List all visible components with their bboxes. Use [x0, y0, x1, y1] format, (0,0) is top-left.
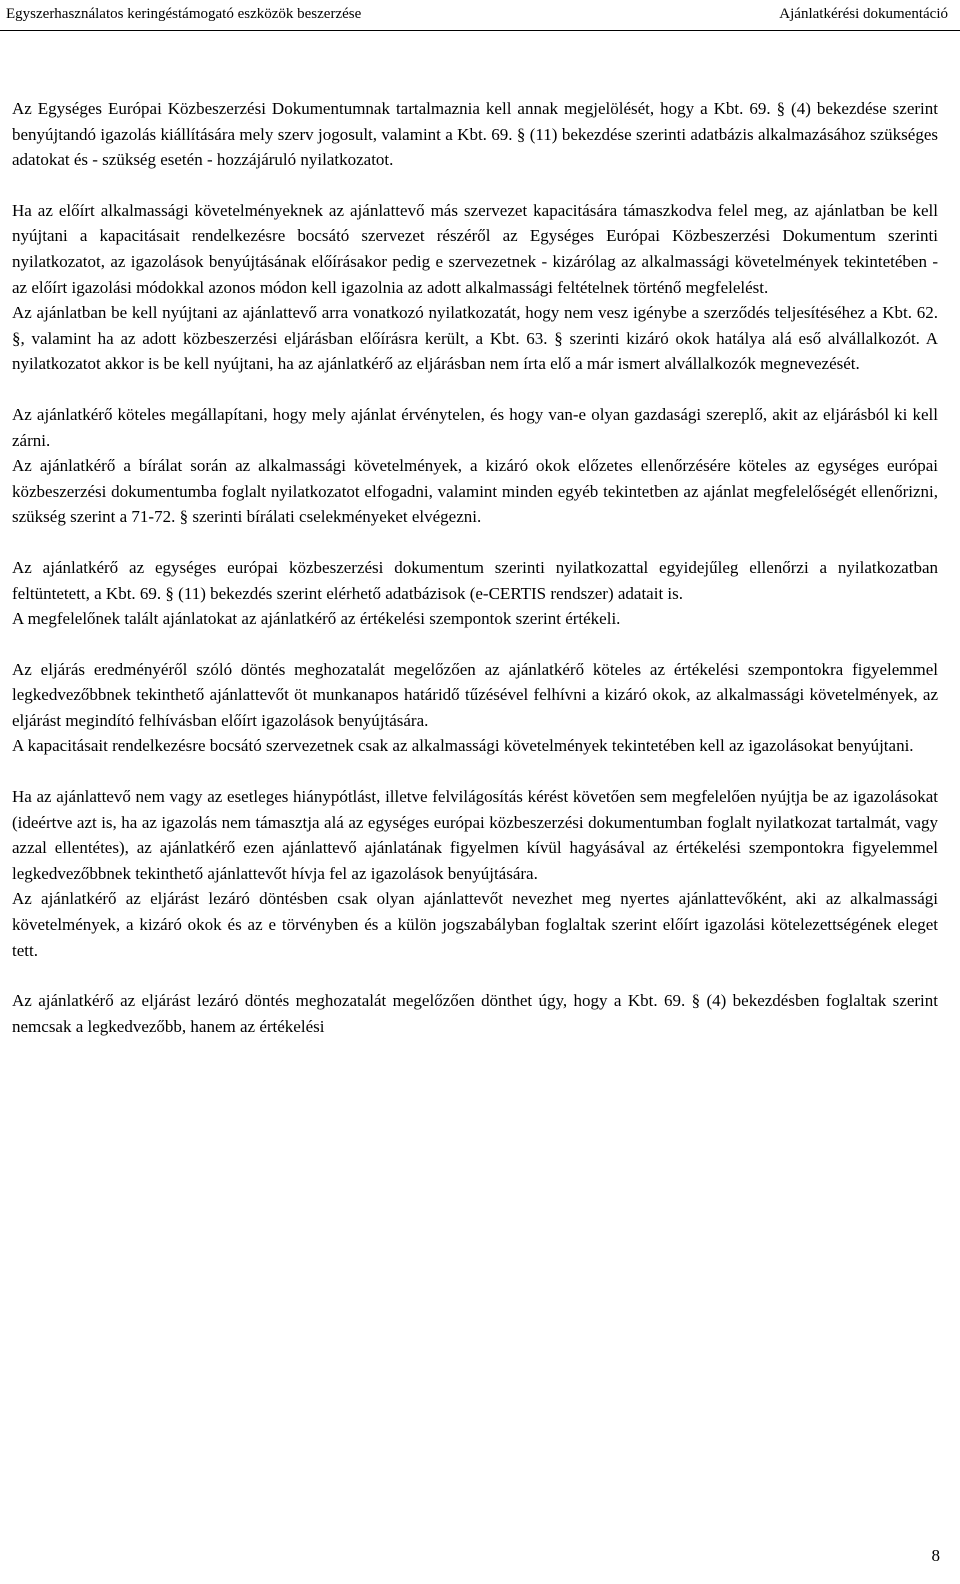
page-header: [0, 0, 960, 31]
paragraph: Az eljárás eredményéről szóló döntés meghozatalát megelőzően az ajánlatkérő köteles az értékelési szempontokra figyelemmel legkedvezőbbnek tekinthető ajánlattevőt öt munkanapos határidő tűzésével felhívni a kizáró okok, az alkalmassági követelmények, az eljárást megindító felhívásban előírt igazolások benyújtására.: [12, 659, 938, 730]
document-body: [12, 96, 938, 1039]
paragraph: Az ajánlatkérő az eljárást lezáró döntésben csak olyan ajánlattevőt nevezhet meg nyertes ajánlattevőként, aki az alkalmassági követelmények, a kizáró okok és az e törvényben és a külön jogszabályban foglaltak szerint előírt igazolási kötelezettségének eleget tett.: [12, 889, 938, 960]
page-number: 8: [931, 1546, 940, 1565]
paragraph: Az ajánlatkérő köteles megállapítani, hogy mely ajánlat érvénytelen, és hogy van-e olyan gazdasági szereplő, akit az eljárásból ki kell zárni.: [12, 404, 938, 450]
paragraph: A megfelelőnek talált ajánlatokat az ajánlatkérő az értékelési szempontok szerint értékeli.: [12, 609, 621, 629]
paragraph: Az ajánlatkérő a bírálat során az alkalmassági követelmények, a kizáró okok előzetes ellenőrzésére köteles az egységes európai közbeszerzési dokumentumba foglalt nyilatkozatot elfogadni, valamint minden egyéb tekintetben az ajánlat megfelelőségét ellenőrizni, szükség szerint a 71-72. § szerinti bírálati cselekményeket elvégezni.: [12, 456, 938, 527]
paragraph: Az Egységes Európai Közbeszerzési Dokumentumnak tartalmaznia kell annak megjelölését, hogy a Kbt. 69. § (4) bekezdése szerint benyújtandó igazolás kiállítására mely szerv jogosult, valamint a Kbt. 69. § (11) bekezdése szerinti adatbázis alkalmazásához szükséges adatokat és - szükség esetén - hozzájáruló nyilatkozatot.: [12, 99, 938, 170]
paragraph: Az ajánlatkérő az eljárást lezáró döntés meghozatalát megelőzően dönthet úgy, hogy a Kbt. 69. § (4) bekezdésben foglaltak szerint nemcsak a legkedvezőbb, hanem az értékelési: [12, 991, 938, 1036]
paragraph: Az ajánlatkérő az egységes európai közbeszerzési dokumentum szerinti nyilatkozattal egyidejűleg ellenőrzi a nyilatkozatban feltüntetett, a Kbt. 69. § (11) bekezdés szerint elérhető adatbázisok (e-CERTIS rendszer) adatait is.: [12, 557, 938, 603]
paragraph: Ha az ajánlattevő nem vagy az esetleges hiánypótlást, illetve felvilágosítás kérést követően sem megfelelően nyújtja be az igazolásokat (ideértve azt is, ha az igazolás nem támasztja alá az egységes európai közbeszerzési dokumentumban foglalt nyilatkozat tartalmát, vagy azzal ellentétes), az ajánlatkérő ezen ajánlattevő ajánlatának figyelmen kívül hagyásával az értékelési szempontokra figyelemmel legkedvezőbbnek tekinthető ajánlattevőt hívja fel az igazolások benyújtására.: [12, 787, 938, 883]
header-document-type: Ajánlatkérési dokumentáció: [779, 6, 948, 22]
paragraph: Ha az előírt alkalmassági követelményeknek az ajánlattevő más szervezet kapacitására támaszkodva felel meg, az ajánlatban be kell nyújtani a kapacitásait rendelkezésre bocsátó szervezet részéről az Egységes Európai Közbeszerzési Dokumentum szerinti nyilatkozatot, az igazolások benyújtásának előírásakor pedig e szervezetnek - kizárólag az alkalmassági követelmények tekintetében - az előírt igazolási módokkal azonos módon kell igazolnia az adott alkalmassági feltételnek történő megfelelést.: [12, 200, 938, 297]
paragraph: Az ajánlatban be kell nyújtani az ajánlattevő arra vonatkozó nyilatkozatát, hogy nem vesz igénybe a szerződés teljesítéséhez a Kbt. 62. §, valamint ha az adott közbeszerzési eljárásban előírásra került, a Kbt. 63. § szerinti kizáró okok hatálya alá eső alvállalkozót. A nyilatkozatot akkor is be kell nyújtani, ha az ajánlatkérő az eljárásban nem írta elő a már ismert alvállalkozók megnevezését.: [12, 303, 938, 374]
paragraph: A kapacitásait rendelkezésre bocsátó szervezetnek csak az alkalmassági követelmények tekintetében kell az igazolásokat benyújtani.: [12, 736, 914, 756]
header-title: Egyszerhasználatos keringéstámogató eszközök beszerzése: [6, 6, 362, 22]
